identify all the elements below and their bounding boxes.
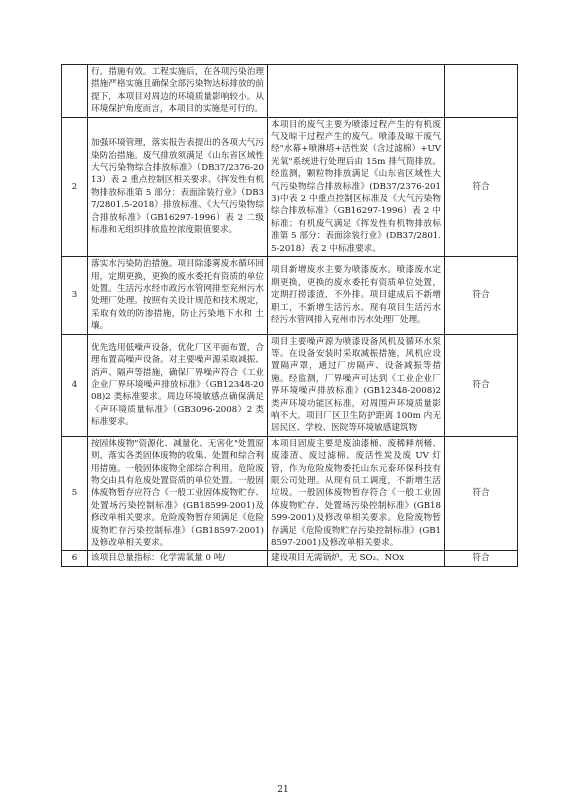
page-number: 21 (277, 785, 289, 795)
row-number: 2 (62, 117, 88, 256)
row-number: 4 (62, 334, 88, 436)
table-row (62, 334, 518, 436)
implementation-cell (268, 65, 445, 118)
row-number (62, 65, 88, 118)
result-cell: 符合 (445, 551, 518, 566)
result-cell: 符合 (445, 117, 518, 256)
result-cell: 符合 (445, 257, 518, 334)
requirement-cell: 按固体废物"资源化、减量化、无害化"处置原则，落实各类固体废物的收集、处置和综合利用措施。一般固体废物全部综合利用。危险废物交由具有危废处置资质的单位处置。一般固体废物暂存应符合《一般工业固体废物贮存、处置场污染控制标准》(GB18599-2001)及修改单相关要求。危险废物暂存须满足《危险废物贮存污染控制标准》（GB18597-2001)及修改单相关要求。 (88, 436, 268, 551)
row-number: 5 (62, 436, 88, 551)
table-row (62, 117, 518, 256)
requirement-cell: 行，措施有效。工程实施后，在各项污染治理措施严格实施且确保全部污染物达标排放的前提下，本项目对周边的环境质量影响较小。从环境保护角度而言，本项目的实施是可行的。 (88, 65, 268, 118)
row-number: 6 (62, 551, 88, 566)
implementation-cell: 本项目的废气主要为喷漆过程产生的有机废气及晾干过程产生的废气。喷漆及晾干废气经"水幕+喷淋塔+活性炭（含过滤棉）+UV 光氧"系统进行处理后由 15m 排气筒排放。经监测，颗粒物排放满足《山东省区域性大气污染物综合排放标准》(DB37/2376-2013)中表 2 中重点控制区标准及《大气污染物综合排放标准》（GB16297-1996）表 2 中标准；有机废气满足《挥发性有机物排放标准第 5 部分：表面涂装行业》(DB37/2801.5-2018）表 2 中标准要求。 (268, 117, 445, 256)
result-cell (445, 65, 518, 118)
table-row (62, 436, 518, 551)
table-row (62, 65, 518, 118)
implementation-cell: 建设项目无需锅炉，无 SO₂、NOx (268, 551, 445, 566)
row-number: 3 (62, 257, 88, 334)
implementation-cell: 项目新增废水主要为喷漆废水。喷漆废水定期更换，更换的废水委托有资质单位处置，定期打捞漆渣，不外排。项目建成后不新增职工，不新增生活污水。现有项目生活污水经污水管网排入兖州市污水处理厂处理。 (268, 257, 445, 334)
table-row (62, 257, 518, 334)
table-row (62, 551, 518, 566)
requirement-cell: 优先选用低噪声设备，优化厂区平面布置，合理布置高噪声设备。对主要噪声源采取减振、消声、隔声等措施，确保厂界噪声符合《工业企业厂界环境噪声排放标准》（GB12348-2008)2 类标准要求。周边环境敏感点确保满足《声环境质量标准》（GB3096-2008）2 类标准要求。 (88, 334, 268, 436)
result-cell: 符合 (445, 334, 518, 436)
requirement-cell: 落实水污染防治措施。项目除漆雾废水循环回用，定期更换，更换的废水委托有资质的单位处置。生活污水经市政污水管网排至兖州污水处理厂处理。按照有关设计规范和技术规定，采取有效的防渗措施，防止污染地下水和 土壤。 (88, 257, 268, 334)
compliance-table (61, 64, 518, 567)
requirement-cell: 加强环境管理，落实报告表提出的各项大气污染防治措施。废气排放须满足《山东省区域性大气污染物综合排放标准》（DB37/2376-2013）表 2 重点控制区相关要求、《挥发性有机物排放标准第 5 部分：表面涂装行业》（DB37/2801.5-2018）排放标准、《大气污染物综合排放标准》（GB16297-1996）表 2 二级标准和无组织排放监控浓度限值要求。 (88, 117, 268, 256)
result-cell: 符合 (445, 436, 518, 551)
implementation-cell: 项目主要噪声源为喷漆设备风机及循环水泵等。在设备安装时采取减振措施，风机应设置隔声罩，通过厂房隔声、设备减振等措施。经监测，厂界噪声可达到《工业企业厂界环境噪声排放标准》(GB12348-2008)2 类声环境功能区标准，对周围声环境质量影响不大。项目厂区卫生防护距离 100m 内无居民区、学校、医院等环境敏感建筑物 (268, 334, 445, 436)
requirement-cell: 该项目总量指标：化学需氧量 0 吨/ (88, 551, 268, 566)
implementation-cell: 本项目固废主要是废油漆桶、废稀释剂桶、废漆渣、废过滤棉、废活性炭及废 UV 灯管，作为危险废物委托山东元泰环保科技有限公司处理。从现有员工调度，不新增生活垃圾。一般固体废物暂存符合《一般工业固体废物贮存、处置场污染控制标准》(GB18599-2001)及修改单相关要求。危险废物暂存满足《危险废物贮存污染控制标准》(GB18597-2001)及修改单相关要求。 (268, 436, 445, 551)
